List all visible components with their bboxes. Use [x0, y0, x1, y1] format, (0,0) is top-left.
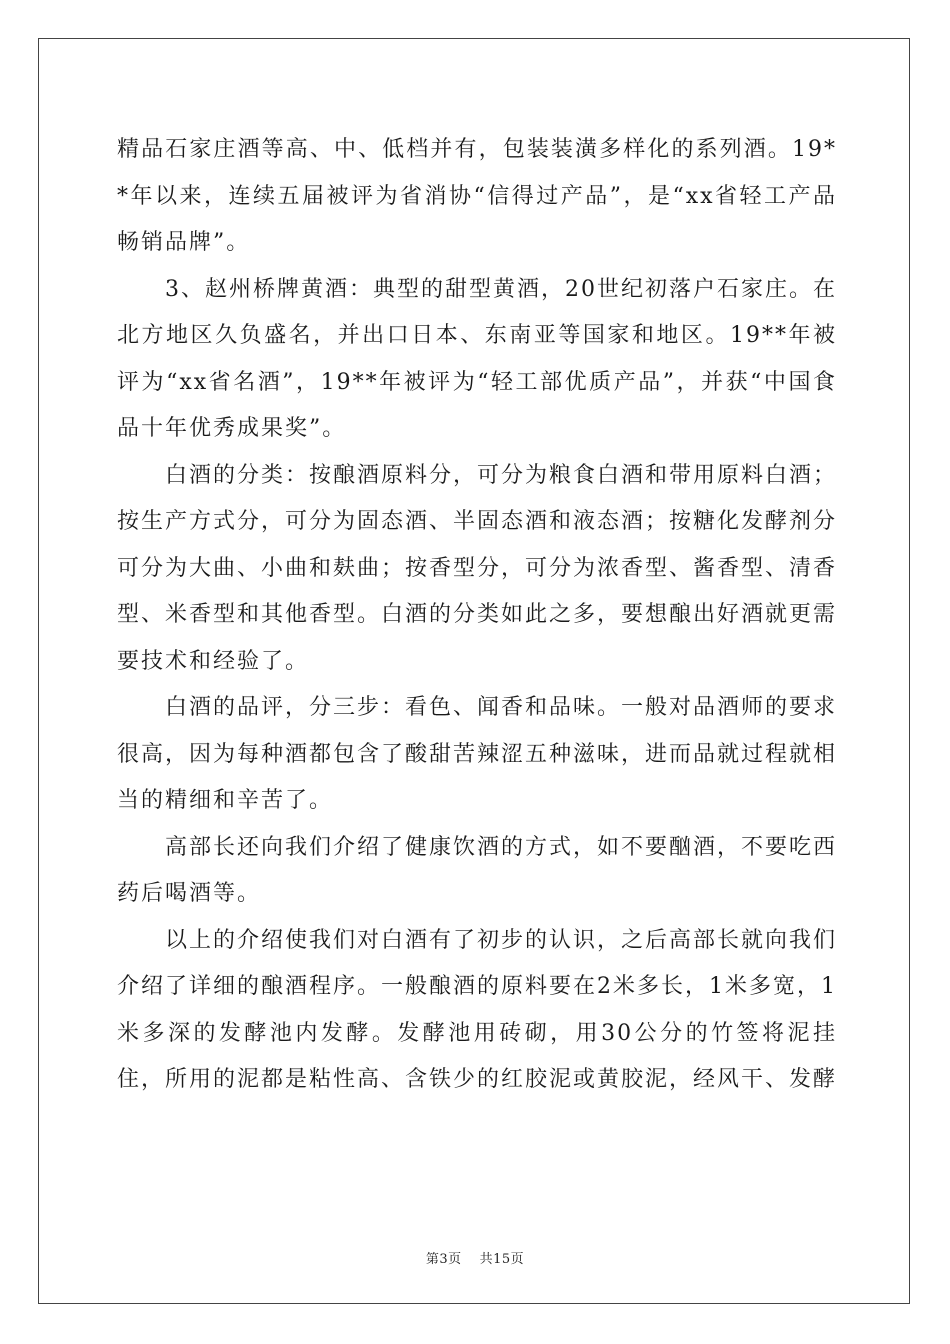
paragraph-baijiu-tasting: 白酒的品评，分三步：看色、闻香和品味。一般对品酒师的要求很高，因为每种酒都包含了酸甜苦辣涩五种滋味，进而品就过程就相当的精细和辛苦了。 — [117, 695, 838, 813]
document-body — [117, 127, 837, 1104]
paragraph-baijiu-classification: 白酒的分类：按酿酒原料分，可分为粮食白酒和带用原料白酒；按生产方式分，可分为固态酒、半固态酒和液态酒；按糖化发酵剂分可分为大曲、小曲和麸曲；按香型分，可分为浓香型、酱香型、清香型、米香型和其他香型。白酒的分类如此之多，要想酿出好酒就更需要技术和经验了。 — [117, 462, 838, 674]
paragraph-healthy-drinking: 高部长还向我们介绍了健康饮酒的方式，如不要酗酒，不要吃西药后喝酒等。 — [117, 834, 838, 906]
paragraph-continuation: 精品石家庄酒等高、中、低档并有，包装装潢多样化的系列酒。19**年以来，连续五届被评为省消协“信得过产品”，是“xx省轻工产品畅销品牌”。 — [117, 137, 837, 255]
page-footer — [0, 1248, 950, 1267]
paragraph-zhaozhouqiao-yellow-wine: 3、赵州桥牌黄酒：典型的甜型黄酒，20世纪初落户石家庄。在北方地区久负盛名，并出口日本、东南亚等国家和地区。19**年被评为“xx省名酒”，19**年被评为“轻工部优质产品”，并获“中国食品十年优秀成果奖”。 — [117, 276, 837, 441]
paragraph-brewing-process: 以上的介绍使我们对白酒有了初步的认识，之后高部长就向我们介绍了详细的酿酒程序。一般酿酒的原料要在2米多长，1米多宽，1米多深的发酵池内发酵。发酵池用砖砌，用30公分的竹签将泥挂住，所用的泥都是粘性高、含铁少的红胶泥或黄胶泥，经风干、发酵 — [117, 927, 838, 1092]
current-page-label: 第3页 — [425, 1252, 462, 1267]
total-pages-label: 共15页 — [479, 1252, 525, 1267]
